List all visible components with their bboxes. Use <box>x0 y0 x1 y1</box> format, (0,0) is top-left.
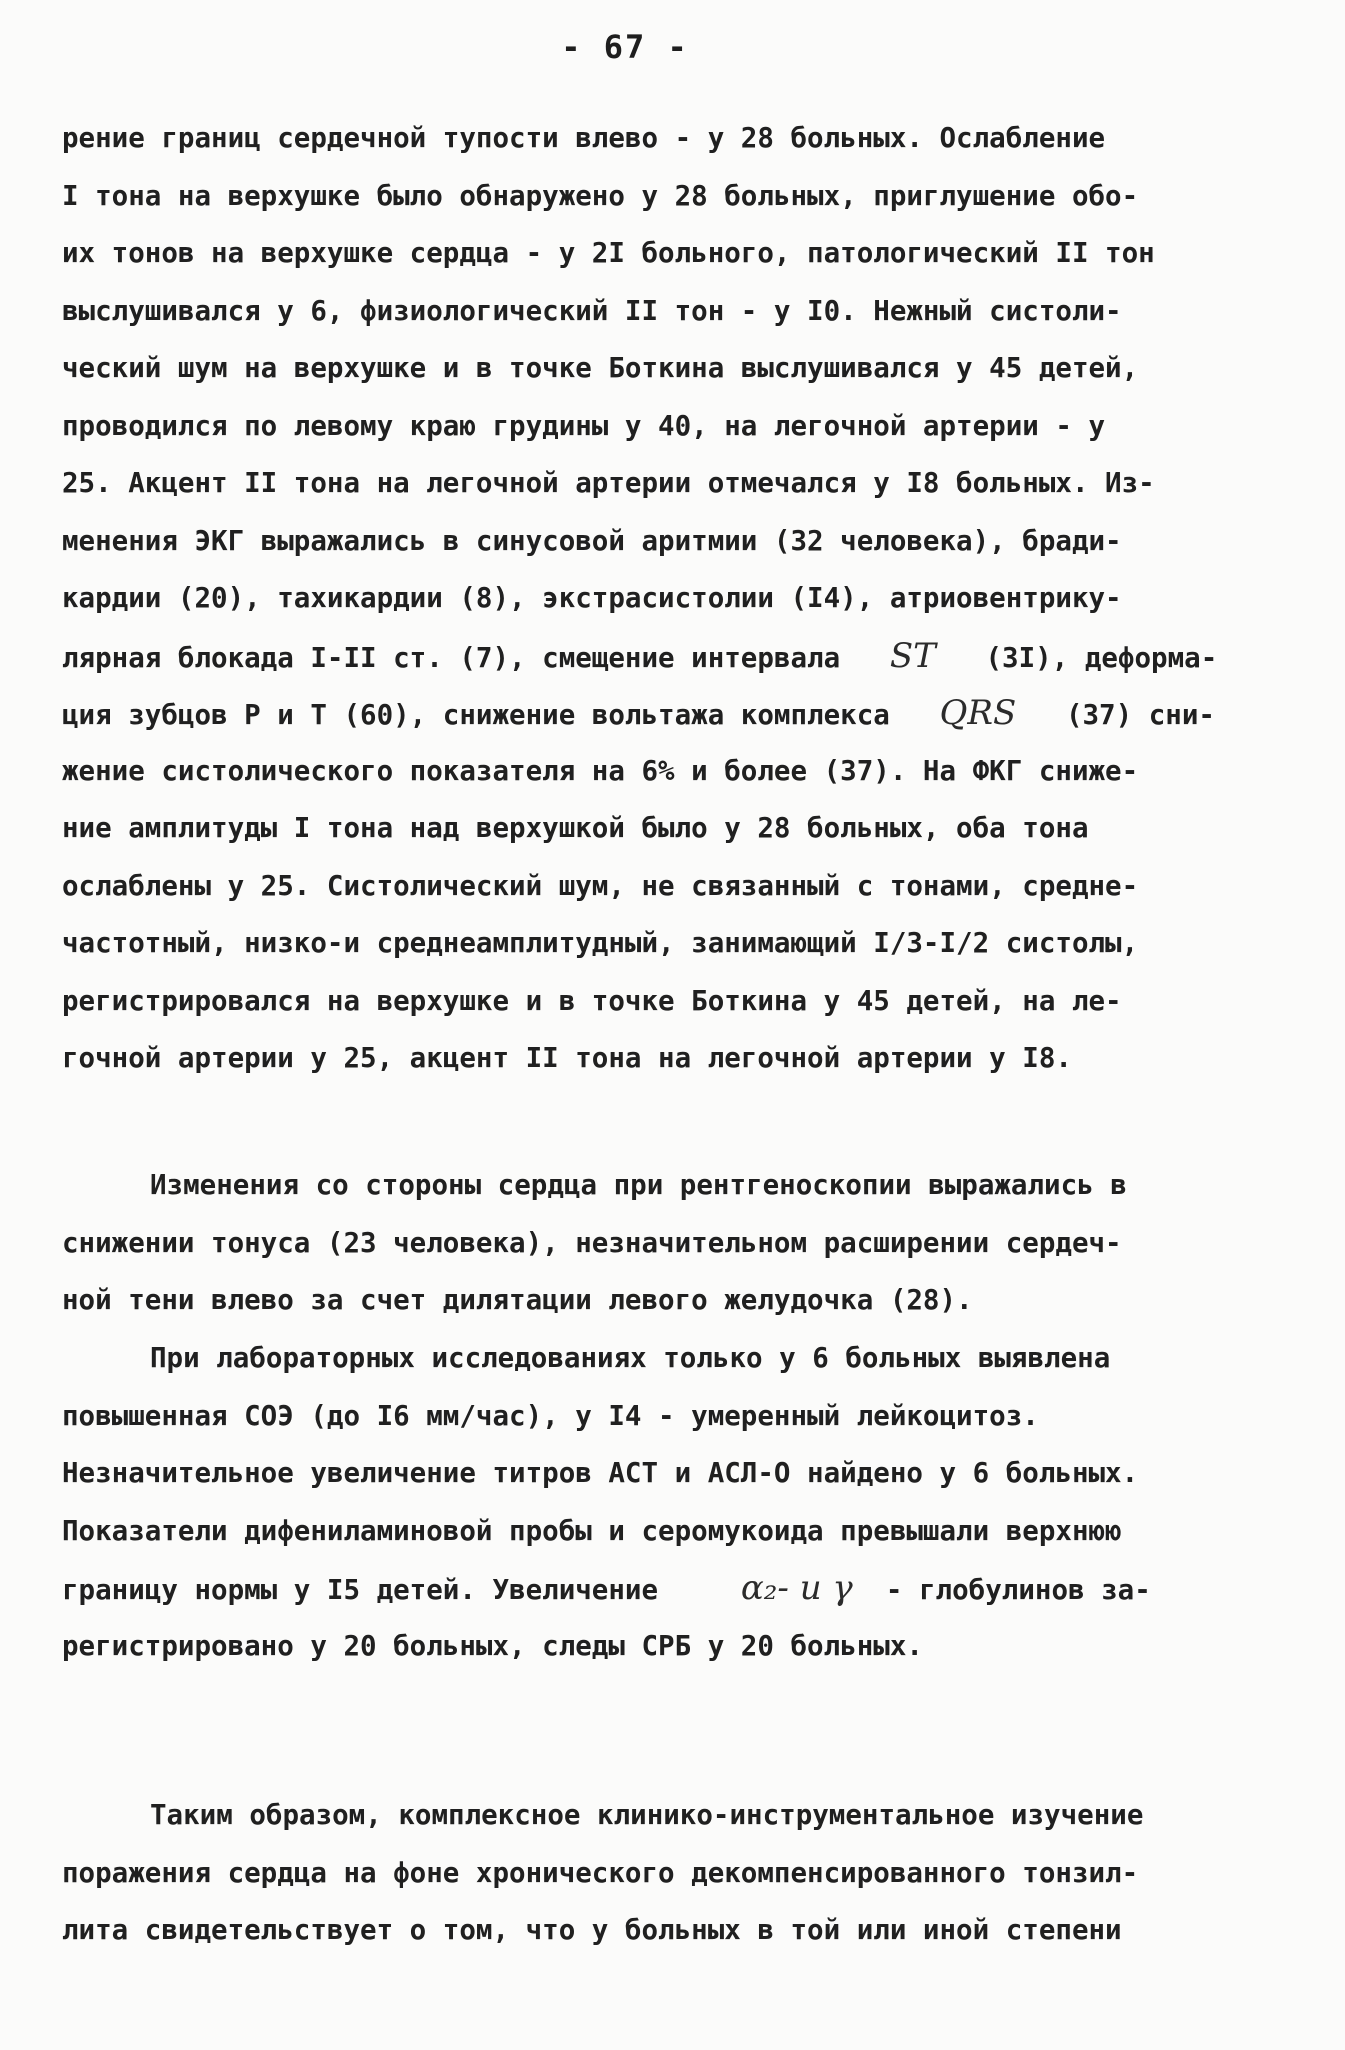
text-segment: ция зубцов Р и Т (60), снижение вольтажа комплекса <box>62 699 890 731</box>
text-line: гочной артерии у 25, акцент II тона на легочной артерии у I8. <box>62 1042 1072 1074</box>
text-line: рение границ сердечной тупости влево - у 28 больных. Ослабление <box>62 122 1106 154</box>
handwritten-qrs-label: QRS <box>939 693 1017 733</box>
paragraph-xray-findings <box>62 1157 1262 1330</box>
text-line-with-qrs <box>62 685 1262 743</box>
text-line-with-greek <box>62 1560 1262 1618</box>
text-line: Изменения со стороны сердца при рентгеноскопии выражались в <box>150 1169 1127 1201</box>
text-line: поражения сердца на фоне хронического декомпенсированного тонзил- <box>62 1856 1139 1889</box>
text-line: ние амплитуды I тона над верхушкой было у 28 больных, оба тона <box>62 812 1089 844</box>
text-line: частотный, низко-и среднеамплитудный, занимающий I/3-I/2 систолы, <box>62 927 1139 959</box>
text-line: При лабораторных исследованиях только у 6 больных выявлена <box>150 1342 1111 1374</box>
text-line: Незначительное увеличение титров АСТ и АСЛ-О найдено у 6 больных. <box>62 1457 1139 1489</box>
text-line: снижении тонуса (23 человека), незначительном расширении сердеч- <box>62 1226 1122 1259</box>
page-number: - 67 - <box>561 28 689 66</box>
paragraph-lab-findings <box>62 1330 1262 1675</box>
text-segment: - глобулинов за- <box>885 1574 1151 1606</box>
handwritten-globulin-label: α₂- и γ <box>740 1568 853 1608</box>
text-segment: границу нормы у I5 детей. Увеличение <box>62 1574 659 1606</box>
text-line: менения ЭКГ выражались в синусовой аритмии (32 человека), бради- <box>62 524 1122 557</box>
text-line: 25. Акцент II тона на легочной артерии отмечался у I8 больных. Из- <box>62 467 1155 499</box>
text-line: их тонов на верхушке сердца - у 2I больного, патологический II тон <box>62 237 1155 269</box>
text-line: повышенная СОЭ (до I6 мм/час), у I4 - умеренный лейкоцитоз. <box>62 1399 1039 1432</box>
text-line: регистрировался на верхушке и в точке Боткина у 45 детей, на ле- <box>62 984 1122 1017</box>
text-segment: (37) сни- <box>1065 699 1215 731</box>
text-segment: лярная блокада I-II ст. (7), смещение интервала <box>62 641 841 674</box>
text-line: I тона на верхушке было обнаружено у 28 больных, приглушение обо- <box>62 179 1139 212</box>
text-line: ослаблены у 25. Систолический шум, не связанный с тонами, средне- <box>62 869 1139 902</box>
paragraph-cardiac-findings <box>62 110 1262 1088</box>
paragraph-conclusion <box>62 1787 1262 1960</box>
text-line: Показатели дифениламиновой пробы и серомукоида превышали верхнюю <box>62 1514 1122 1547</box>
text-segment: (3I), деформа- <box>985 641 1218 674</box>
text-line: Таким образом, комплексное клинико-инструментальное изучение <box>150 1799 1144 1831</box>
text-line: жение систолического показателя на 6% и более (37). На ФКГ сниже- <box>62 754 1139 787</box>
text-line: лита свидетельствует о том, что у больных в той или иной степени <box>62 1914 1122 1946</box>
text-line: проводился по левому краю грудины у 40, на легочной артерии - у <box>62 409 1106 442</box>
text-line: ческий шум на верхушке и в точке Боткина выслушивался у 45 детей, <box>62 352 1139 384</box>
text-line: выслушивался у 6, физиологический II тон - у I0. Нежный систоли- <box>62 294 1122 327</box>
text-line: кардии (20), тахикардии (8), экстрасистолии (I4), атриовентрику- <box>62 582 1122 614</box>
text-line: ной тени влево за счет дилятации левого желудочка (28). <box>62 1284 973 1316</box>
text-line-with-st <box>62 628 1262 686</box>
handwritten-st-label: ST <box>889 635 936 676</box>
text-line: регистрировано у 20 больных, следы СРБ у 20 больных. <box>62 1629 923 1662</box>
